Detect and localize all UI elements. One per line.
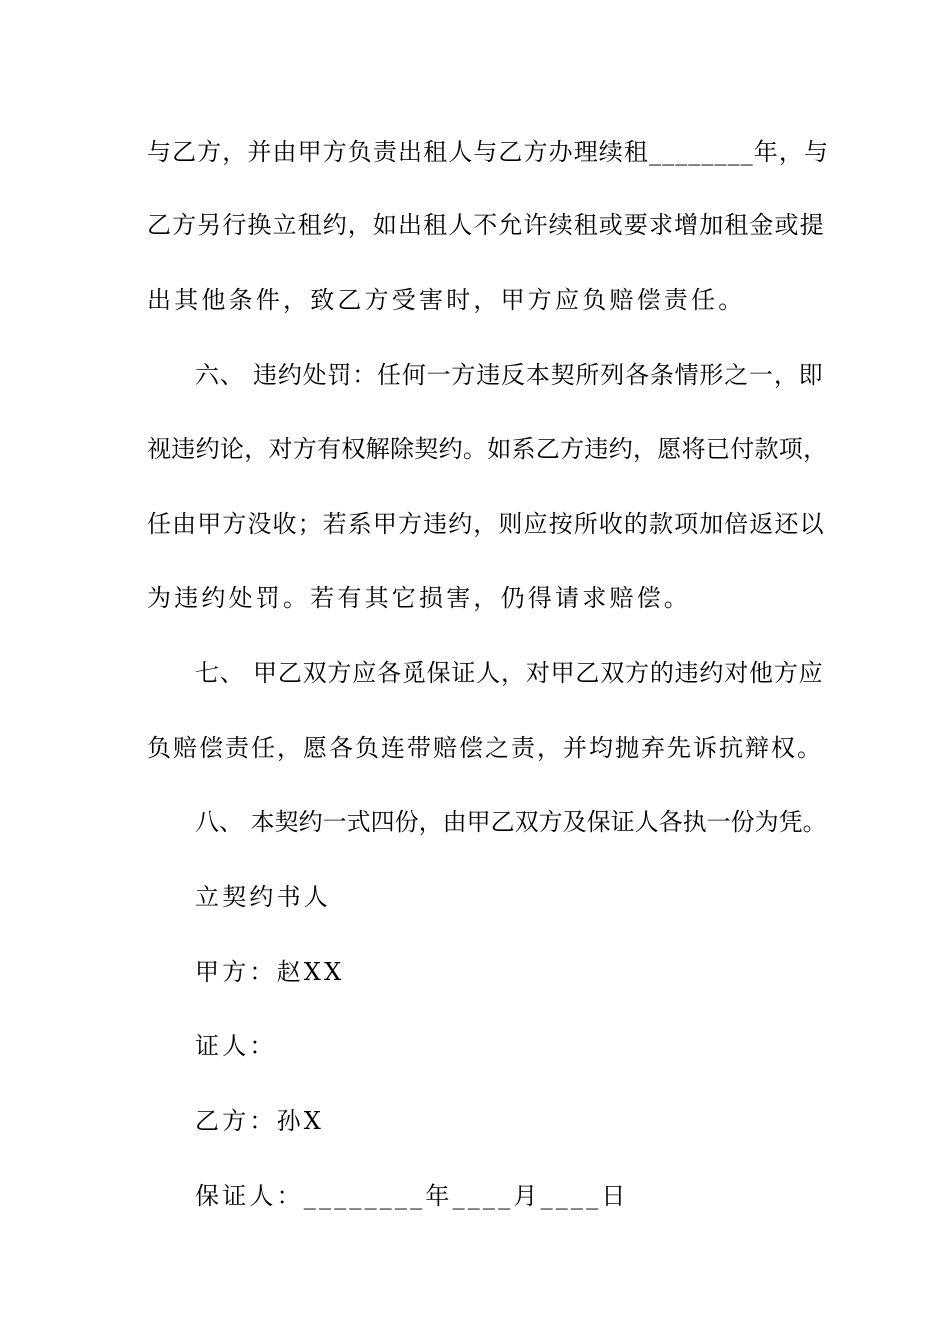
signatories-heading: 立契约书人 [195, 883, 331, 911]
party-a-line: 甲方：赵XX [195, 958, 345, 986]
party-b-line: 乙方：孙X [195, 1107, 325, 1135]
paragraph-line: 乙方另行换立租约，如出租人不允许续租或要求增加租金或提 [147, 211, 825, 239]
paragraph-line: 与乙方，并由甲方负责出租人与乙方办理续租________年，与 [147, 138, 830, 166]
clause-six-heading: 六、 违约处罚：任何一方违反本契所列各条情形之一，即 [195, 361, 824, 389]
paragraph-line: 任由甲方没收；若系甲方违约，则应按所收的款项加倍返还以 [147, 510, 825, 538]
paragraph-line: 负赔偿责任，愿各负连带赔偿之责，并均抛弃先诉抗辩权。 [147, 734, 823, 762]
paragraph-line: 视违约论，对方有权解除契约。如系乙方违约，愿将已付款项， [147, 435, 828, 463]
paragraph-line: 出其他条件，致乙方受害时，甲方应负赔偿责任。 [147, 286, 746, 314]
paragraph-line: 为违约处罚。若有其它损害，仍得请求赔偿。 [147, 584, 691, 612]
guarantor-date-line: 保证人：________年____月____日 [195, 1182, 629, 1210]
clause-seven-heading: 七、 甲乙双方应各觅保证人，对甲乙双方的违约对他方应 [195, 659, 824, 687]
clause-eight-heading: 八、 本契约一式四份，由甲乙双方及保证人各执一份为凭。 [195, 808, 827, 836]
witness-line: 证人： [195, 1032, 277, 1060]
